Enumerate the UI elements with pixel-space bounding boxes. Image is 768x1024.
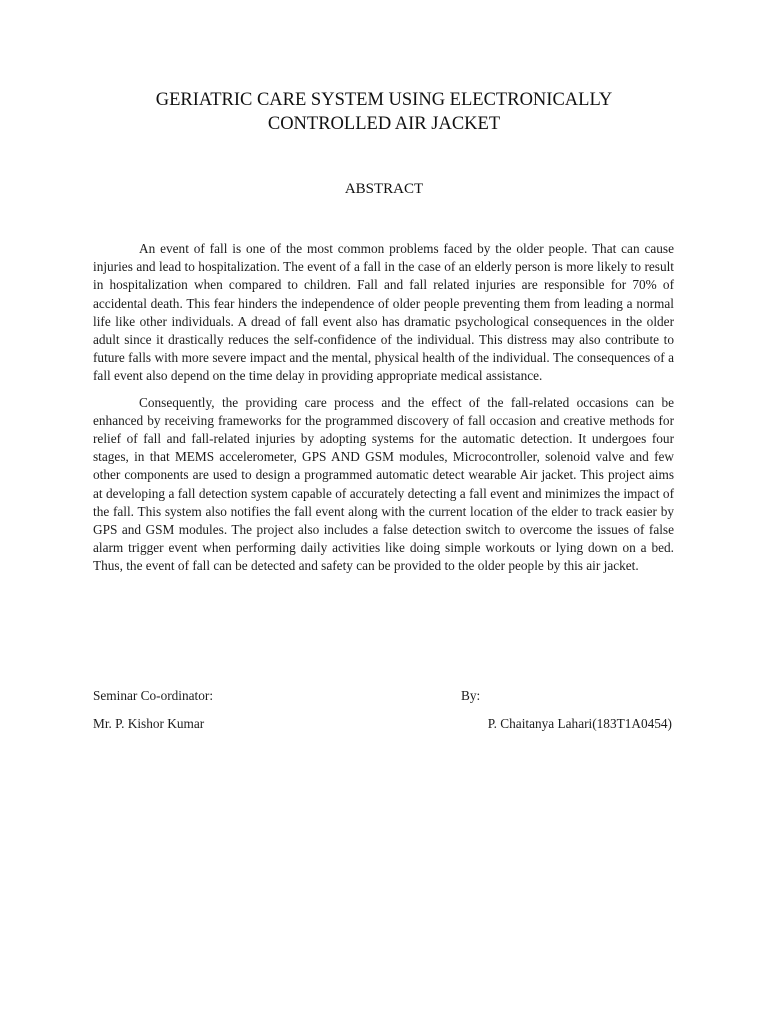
abstract-paragraph-1: An event of fall is one of the most common problems faced by the older people. That can cause injuries and lead to hospitalization. The event of a fall in the case of an elderly person is more likely to result in hospitalization when compared to children. Fall and fall related injuries are responsible for 70% of accidental death. This fear hinders the independence of older people preventing them from leading a normal life like other individuals. A dread of fall event also has dramatic psychological consequences in the older adult since it drastically reduces the self-confidence of the individual. This distress may also contribute to future falls with more severe impact and the mental, physical health of the individual. The consequences of a fall event also depend on the time delay in providing appropriate medical assistance.: [93, 241, 674, 384]
abstract-body: [93, 240, 674, 584]
abstract-paragraph-2: Consequently, the providing care process and the effect of the fall-related occasions can be enhanced by receiving frameworks for the programmed discovery of fall occasion and creative methods for relief of fall and fall-related injuries by adopting systems for the automatic detection. It undergoes four stages, in that MEMS accelerometer, GPS AND GSM modules, Microcontroller, solenoid valve and few other components are used to design a programmed automatic detect wearable Air jacket. This project aims at developing a fall detection system capable of accurately detecting a fall event and minimizes the impact of the fall. This system also notifies the fall event along with the current location of the elder to track easier by GPS and GSM modules. The project also includes a false detection switch to overcome the issues of false alarm trigger event when performing daily activities like doing simple workouts or lying down on a bed. Thus, the event of fall can be detected and safety can be provided to the older people by this air jacket.: [93, 394, 674, 574]
author-name: P. Chaitanya Lahari(183T1A0454): [487, 716, 672, 731]
coordinator-label: Seminar Co-ordinator:: [93, 688, 214, 703]
document-title: [0, 89, 768, 136]
author-label: By:: [461, 688, 481, 703]
coordinator-name: Mr. P. Kishor Kumar: [93, 716, 205, 731]
abstract-heading: ABSTRACT: [344, 181, 424, 197]
title-line-2: CONTROLLED AIR JACKET: [267, 113, 501, 134]
title-line-1: GERIATRIC CARE SYSTEM USING ELECTRONICALLY: [155, 90, 613, 110]
